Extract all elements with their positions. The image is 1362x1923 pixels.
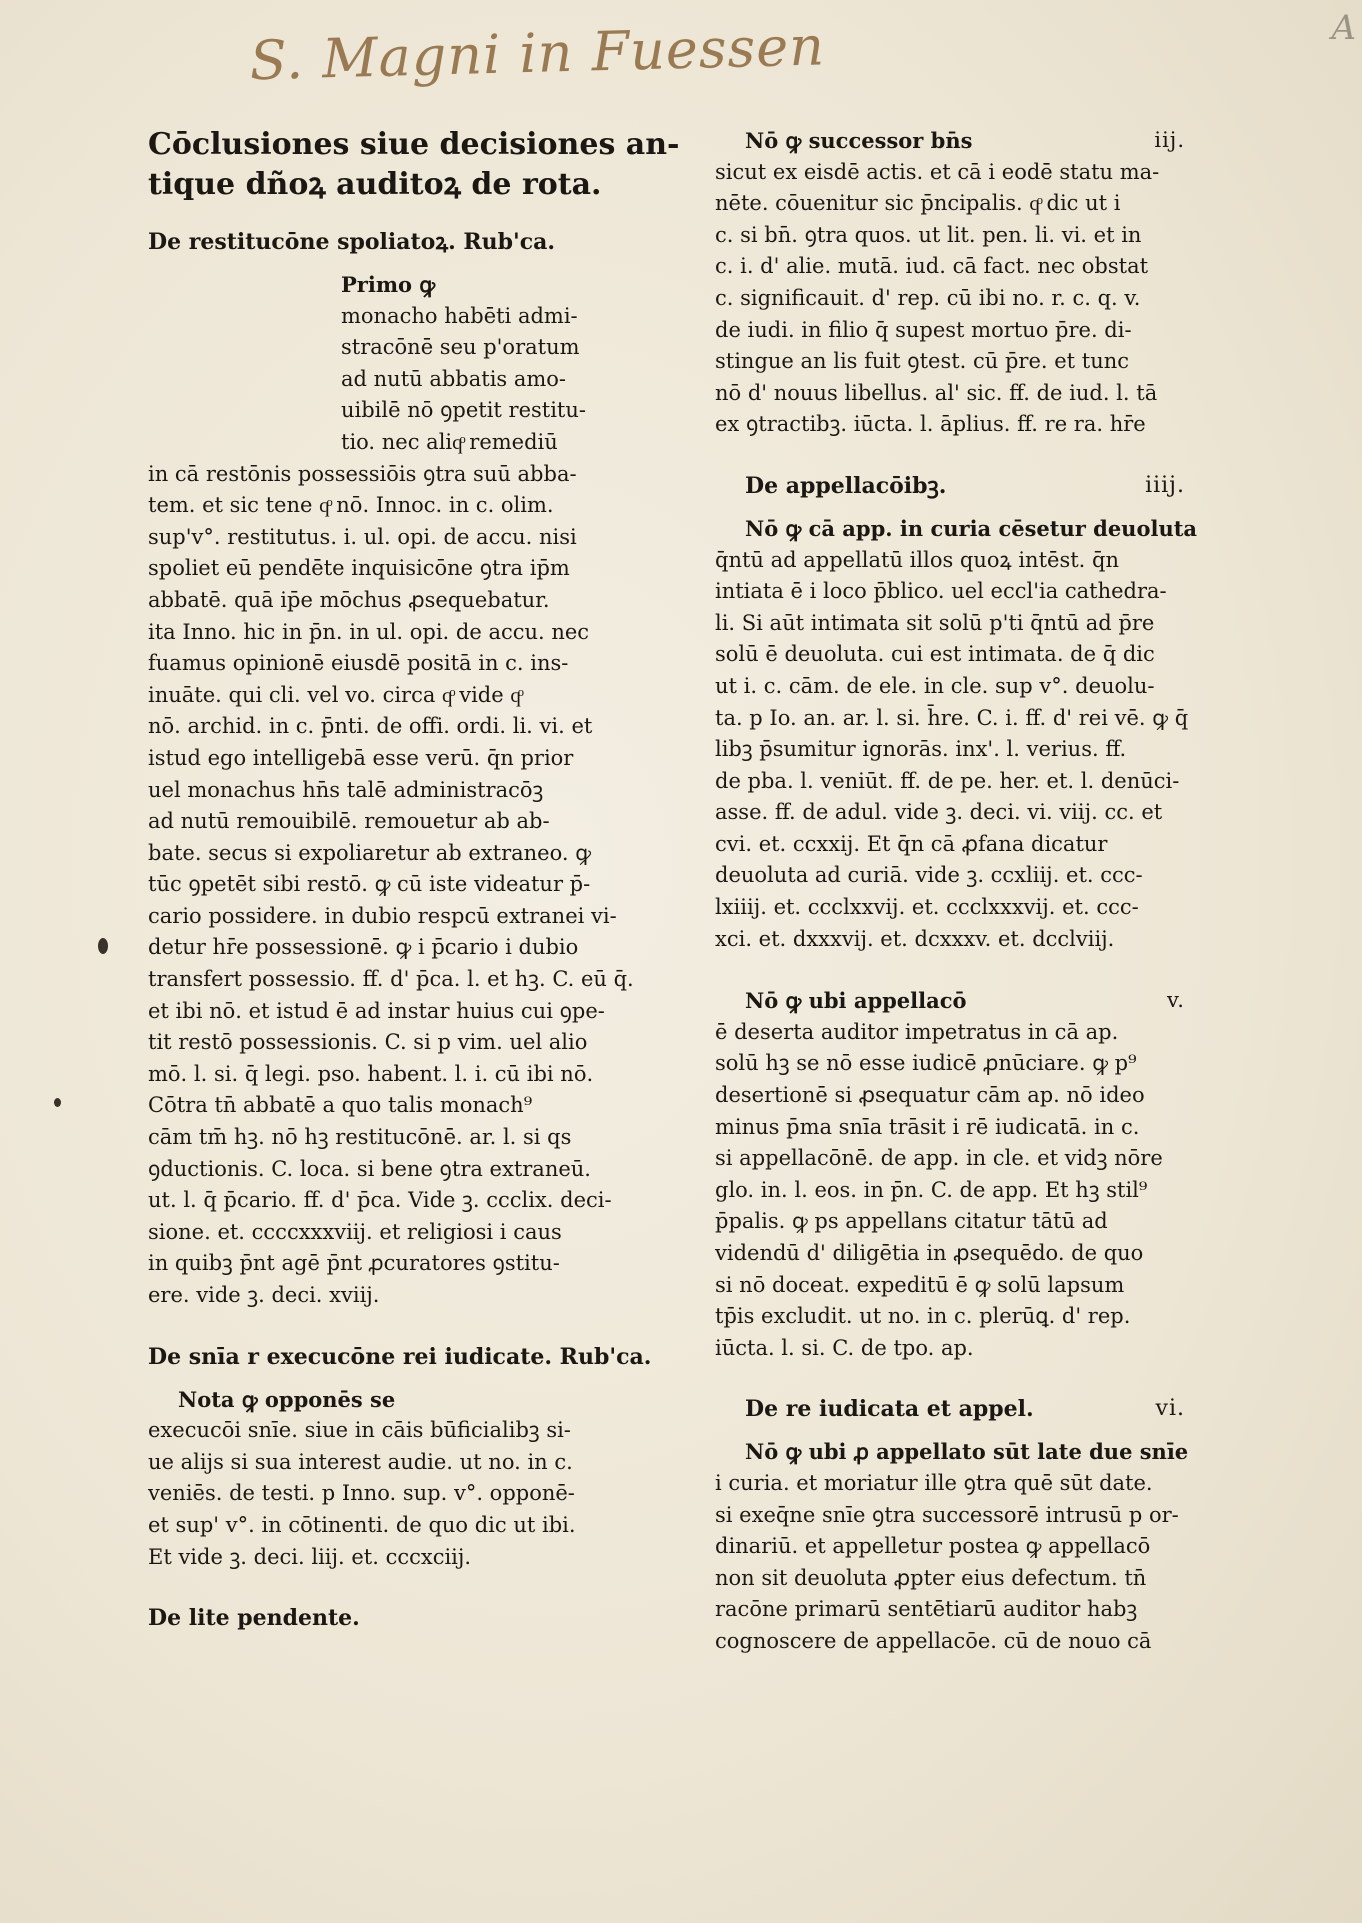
text-line: sicut ex eisdē actis. et cā i eodē statu ma- xyxy=(715,159,1160,184)
text-line: abbatē. quā ip̄e mōchus ꝓsequebatur. xyxy=(148,587,550,612)
text-line: lxiiij. et. ccclxxvij. et. ccclxxxvij. et. ccc- xyxy=(715,895,1139,920)
section-heading-text: De restitucōne spoliatoꝝ. Rub'ca. xyxy=(148,229,556,255)
text-line: ē deserta auditor impetratus in cā ap. xyxy=(715,1019,1119,1044)
paragraph xyxy=(715,1436,1189,1657)
section-heading-text: De lite pendente. xyxy=(148,1605,360,1632)
text-line: solū ē deuoluta. cui est intimata. de q̄ dic xyxy=(715,642,1155,667)
text-line: tp̄is excludit. ut no. in c. plerūꝗ. d' rep. xyxy=(715,1304,1131,1329)
text-line: ad nutū remouibilē. remouetur ab ab- xyxy=(148,809,550,834)
section-heading-text: De appellacōibꝫ. xyxy=(745,472,947,499)
worm-hole xyxy=(98,938,108,954)
title-line: tique dñoꝝ auditoꝝ de rota. xyxy=(148,167,602,202)
text-line: si exeq̄ne snīe ꝯtra successorē intrusū p or- xyxy=(715,1502,1179,1527)
text-line: li. Si aūt intimata sit solū p'ti q̄ntū ad p̄re xyxy=(715,610,1155,635)
text-line: de pba. l. veniūt. ff. de pe. her. et. l. denūci- xyxy=(715,768,1180,793)
text-line: c. si bn̄. ꝯtra quos. ut lit. pen. li. vi. et in xyxy=(715,222,1142,247)
title-line: Cōclusiones siue decisiones an- xyxy=(148,127,680,162)
right-sections xyxy=(715,125,1198,1658)
text-line: Cōtra tn̄ abbatē a quo talis monach⁹ xyxy=(148,1093,533,1118)
section-heading xyxy=(715,1394,1185,1424)
text-line: nēte. cōuenitur sic p̄ncipalis. qͦ dic ut i xyxy=(715,191,1121,216)
text-line: in quibꝫ p̄nt agē p̄nt ꝓcuratores ꝯstitu- xyxy=(148,1251,560,1276)
text-line: uel monachus hn̄s talē administracōꝫ xyxy=(148,777,544,802)
text-line: tūc ꝯpetēt sibi restō. ꝙ cū iste videatur p̄- xyxy=(148,872,591,897)
text-line: dinariū. et appelletur postea ꝙ appellacō xyxy=(715,1534,1151,1559)
text-line: execucōi snīe. siue in cāis būficialibꝫ si- xyxy=(148,1418,571,1443)
text-line: ex ꝯtractibꝫ. iūcta. l. āplius. ff. re ra. hr̄e xyxy=(715,412,1146,437)
text-line: cario possidere. in dubio respcū extranei vi- xyxy=(148,903,617,928)
text-line: et ibi nō. et istud ē ad instar huius cui ꝯpe- xyxy=(148,998,605,1023)
text-line: non sit deuoluta ꝓpter eius defectum. tn̄ xyxy=(715,1565,1147,1590)
paragraph xyxy=(148,269,634,1312)
text-line: monacho habēti admi- xyxy=(341,303,578,328)
text-line: deuoluta ad curiā. vide ꝫ. ccxliij. et. ccc- xyxy=(715,863,1143,888)
section-heading xyxy=(148,1603,618,1633)
text-line: ere. vide ꝫ. deci. xviij. xyxy=(148,1283,380,1307)
text-line: tem. et sic tene qͦ nō. Innoc. in c. olim. xyxy=(148,493,554,518)
section-heading-text: De snīa r execucōne rei iudicate. Rub'ca. xyxy=(148,1343,652,1370)
left-column xyxy=(148,125,680,1645)
text-line: intiata ē i loco p̄blico. uel eccl'ia cathedra- xyxy=(715,579,1167,604)
text-line: xci. et. dxxxvij. et. dcxxxv. et. dcclviij. xyxy=(715,926,1115,951)
section-heading xyxy=(148,227,618,257)
text-line: nō. archid. in c. p̄nti. de offi. ordi. li. vi. et xyxy=(148,714,593,739)
text-line: in cā restōnis possessiōis ꝯtra suū abba- xyxy=(148,461,577,486)
paragraph-first-line xyxy=(715,985,1185,1017)
text-line: stracōnē seu p'oratum xyxy=(341,335,580,360)
text-line: ut i. c. cām. de ele. in cle. sup v°. deuolu- xyxy=(715,673,1155,698)
text-line: detur hr̄e possessionē. ꝙ i p̄cario i dubio xyxy=(148,935,579,960)
worm-hole xyxy=(54,1098,61,1107)
page-title xyxy=(148,125,680,205)
left-sections xyxy=(148,227,652,1633)
text-line: veniēs. de testi. p Inno. sup. v°. opponē- xyxy=(148,1481,575,1506)
corner-pencil-mark: A xyxy=(1331,8,1356,48)
section-numeral: v. xyxy=(1166,988,1185,1013)
text-line: uibilē nō ꝯpetit restitu- xyxy=(341,398,586,423)
text-line: Et vide ꝫ. deci. liij. et. cccxciij. xyxy=(148,1544,472,1569)
text-line: desertionē si ꝓsequatur cām ap. nō ideo xyxy=(715,1083,1145,1108)
text-line: de iudi. in filio q̄ supest mortuo p̄re. di- xyxy=(715,317,1132,342)
section-heading xyxy=(715,471,1185,501)
text-line: ad nutū abbatis amo- xyxy=(341,366,567,391)
text-line: istud ego intelligebā esse verū. q̄n prior xyxy=(148,745,574,770)
paragraph xyxy=(715,125,1185,441)
paragraph xyxy=(715,985,1185,1364)
paragraph-incipit: Nō ꝙ ubi appellacō xyxy=(745,988,967,1014)
section-heading-text: De re iudicata et appel. xyxy=(745,1396,1034,1423)
text-line: Nō ꝙ ubi ꝓ appellato sūt late due snīe xyxy=(745,1439,1189,1465)
section-heading xyxy=(148,1342,652,1372)
text-line: solū hꝫ se nō esse iudicē ꝓnūciare. ꝙ p⁹ xyxy=(715,1051,1137,1076)
text-line: stingue an lis fuit ꝯtest. cū p̄re. et tunc xyxy=(715,349,1130,374)
section-numeral: iij. xyxy=(1154,128,1185,152)
text-line: asse. ff. de adul. vide ꝫ. deci. vi. viij. cc. et xyxy=(715,800,1163,825)
text-line: ue alijs si sua interest audie. ut no. in c. xyxy=(148,1449,573,1474)
text-line: nō d' nouus libellus. al' sic. ff. de iud. l. tā xyxy=(715,380,1158,405)
text-line: sup'v°. restitutus. i. ul. opi. de accu. nisi xyxy=(148,524,577,549)
text-line: ta. p Io. an. ar. l. si. h̄re. C. i. ff. d' rei vē. ꝙ q̄ xyxy=(715,705,1189,730)
right-column xyxy=(715,125,1198,1688)
text-line: libꝫ p̄sumitur ignorās. inx'. l. verius. ff. xyxy=(715,737,1127,762)
text-line: videndū d' diligētia in ꝓsequēdo. de quo xyxy=(715,1241,1144,1265)
section-numeral: iiij. xyxy=(1145,472,1185,498)
paragraph-first-line xyxy=(715,125,1185,157)
text-line: bate. secus si expoliaretur ab extraneo. ꝙ xyxy=(148,840,591,865)
text-line: inuāte. qui cli. vel vo. circa qͦ vide qͦ xyxy=(148,682,521,707)
text-line: spoliet eū pendēte inquisicōne ꝯtra ip̄m xyxy=(148,556,570,581)
text-line: fuamus opinionē eiusdē positā in c. ins- xyxy=(148,651,569,676)
text-line: cām tm̄ hꝫ. nō hꝫ restitucōnē. ar. l. si qs xyxy=(148,1125,572,1150)
text-line: iūcta. l. si. C. de tpo. ap. xyxy=(715,1335,974,1360)
text-line: si appellacōnē. de app. in cle. et vidꝫ nōre xyxy=(715,1146,1163,1171)
paragraph-incipit: Nō ꝙ successor bn̄s xyxy=(745,128,973,153)
text-line: et sup' v°. in cōtinenti. de quo dic ut ibi. xyxy=(148,1512,576,1537)
section-numeral: vi. xyxy=(1155,1396,1185,1422)
text-line: tit restō possessionis. C. si p vim. uel alio xyxy=(148,1030,588,1055)
text-line: cvi. et. ccxxij. Et q̄n cā ꝓfana dicatur xyxy=(715,831,1108,856)
text-line: ut. l. q̄ p̄cario. ff. d' p̄ca. Vide ꝫ. ccclix. deci- xyxy=(148,1188,612,1213)
text-line: mō. l. si. q̄ legi. pso. habent. l. i. cū ibi nō. xyxy=(148,1061,594,1086)
paragraph xyxy=(148,1384,618,1574)
text-line: cognoscere de appellacōe. cū de nouo cā xyxy=(715,1628,1152,1653)
text-line: transfert possessio. ff. d' p̄ca. l. et hꝫ. C. eū q̄. xyxy=(148,967,634,992)
text-line: sione. et. ccccxxxviij. et religiosi i caus xyxy=(148,1219,562,1244)
text-line: tio. nec aliqͦ remediū xyxy=(341,429,558,454)
text-line: ꝯductionis. C. loca. si bene ꝯtra extraneū. xyxy=(148,1156,591,1181)
text-line: c. i. d' alie. mutā. iud. cā fact. nec obstat xyxy=(715,254,1149,279)
provenance-inscription: S. Magni in Fuessen xyxy=(248,14,826,93)
text-line: p̄palis. ꝙ ps appellans citatur tātū ad xyxy=(715,1209,1108,1234)
text-line: ita Inno. hic in p̄n. in ul. opi. de accu. nec xyxy=(148,619,590,644)
text-line: racōne primarū sentētiarū auditor habꝫ xyxy=(715,1597,1138,1622)
text-line: q̄ntū ad appellatū illos quoꝝ intēst. q̄n xyxy=(715,547,1119,572)
text-line: si nō doceat. expeditū ē ꝙ solū lapsum xyxy=(715,1272,1125,1297)
text-line: Nō ꝙ cā app. in curia cēsetur deuoluta xyxy=(745,515,1198,541)
text-line: minus p̄ma snīa trāsit i rē iudicatā. in c. xyxy=(715,1114,1140,1139)
text-line: glo. in. l. eos. in p̄n. C. de app. Et hꝫ stil⁹ xyxy=(715,1177,1148,1202)
text-line: Nota ꝙ opponēs se xyxy=(178,1386,396,1412)
text-line: i curia. et moriatur ille ꝯtra quē sūt date. xyxy=(715,1470,1153,1495)
text-line: Primo ꝙ xyxy=(341,272,436,297)
paragraph xyxy=(715,513,1198,955)
text-line: c. significauit. d' rep. cū ibi no. r. c. q. v. xyxy=(715,285,1141,310)
